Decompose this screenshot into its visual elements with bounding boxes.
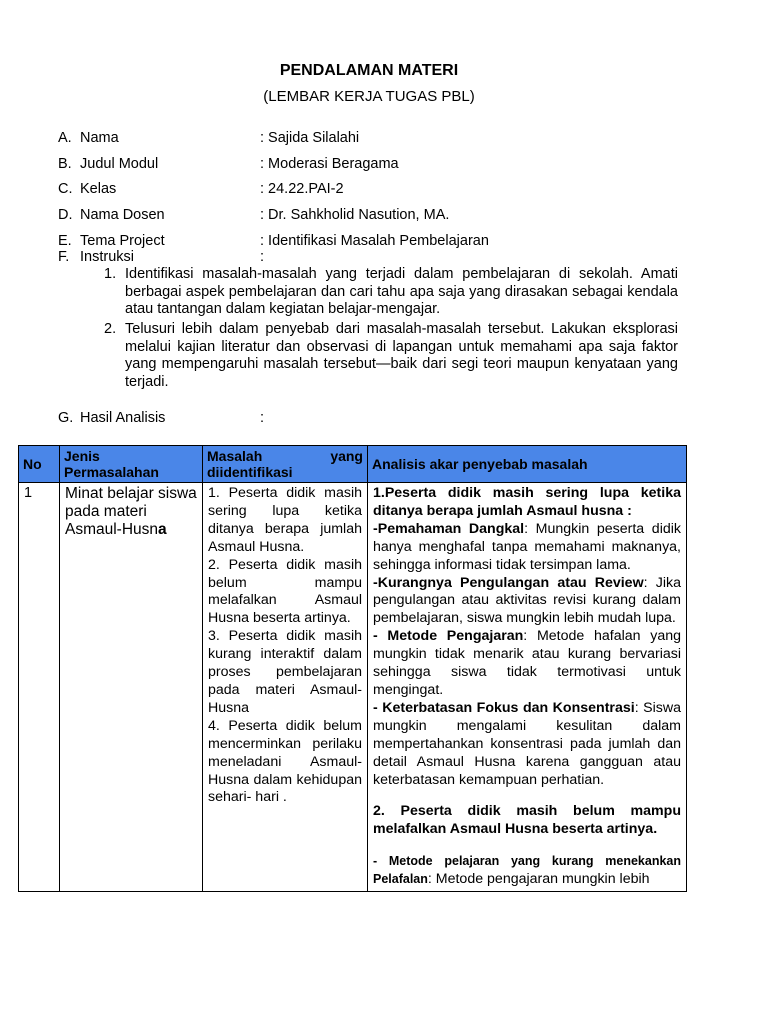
header-masalah [203,446,368,483]
info-value: : Moderasi Beragama [260,156,399,172]
header-masalah-word: diidentifikasi [207,464,293,480]
info-label: Hasil Analisis [80,410,166,426]
info-value: : [260,249,265,265]
info-letter: G. [58,410,74,426]
info-label: Kelas [80,181,117,197]
cell-no: 1 [19,483,60,892]
instruction-text: Identifikasi masalah-masalah yang terjadi dalam pembelajaran di sekolah. Amati berbagai aspek pembelajaran dan cari tahu apa saja yang dirasakan sebagai kendala atau tantangan dalam kegiatan belajar-mengajar. [125,266,678,318]
analisis-item-text: : Metode hafalan yang mungkin tidak menarik atau kurang bervariasi sehingga siswa tidak termotivasi untuk mengingat. [373,628,681,698]
cell-jenis [60,483,203,892]
analisis-item-text: : Siswa mungkin mengalami kesulitan dalam mempertahankan konsentrasi pada jumlah dan detail Asmaul Husna karena gangguan atau keterbatasan kemampuan perhatian. [373,699,681,788]
info-row-kelas [58,180,698,198]
info-letter: C. [58,181,73,197]
analisis-item [373,521,681,575]
masalah-item: 2. Peserta didik masih belum mampu melafalkan Asmaul Husna beserta artinya. [208,556,362,627]
jenis-text-bold: a [158,520,167,538]
page-subtitle: (LEMBAR KERJA TUGAS PBL) [263,88,475,105]
jenis-text: Minat belajar siswa pada materi Asmaul-Husn [65,485,197,538]
analisis-item-text: : Jika pengulangan atau aktivitas revisi kurang dalam pembelajaran, siswa mungkin lebih mudah lupa. [373,574,681,627]
analisis-item-text: : Metode pengajaran mungkin lebih [427,871,650,888]
header-masalah-word: Masalah [207,448,263,464]
analisis-item-text: : Mungkin peserta didik hanya menghafal tanpa memahami maknanya, sehingga informasi tidak tersimpan lama. [373,520,681,573]
analisis-item [373,853,681,889]
instruction-number: 1. [104,266,117,282]
header-masalah-word: yang [330,448,363,464]
info-row-judul-modul [58,155,698,173]
table-row [19,483,687,892]
analisis-item-label: - Metode pelajaran yang kurang menekankan Pelafalan [373,854,681,887]
info-value: : Dr. Sahkholid Nasution, MA. [260,207,450,223]
masalah-item: 1. Peserta didik masih sering lupa ketika ditanya berapa jumlah Asmaul Husna. [208,485,362,555]
cell-analisis [368,483,687,892]
analisis-item-label: -Pemahaman Dangkal [373,520,525,537]
info-value: : [260,410,265,426]
analysis-table [18,445,687,892]
masalah-item: 4. Peserta didik belum mencerminkan perilaku meneladani Asmaul- Husna dalam kehidupan sehari- hari . [208,717,362,806]
instruction-text: Telusuri lebih dalam penyebab dari masalah-masalah tersebut. Lakukan eksplorasi melalui kajian literatur dan observasi di lapangan untuk memahami apa saja faktor yang mempengaruhi masalah tersebut—baik dari segi teori maupun kenyataan yang terjadi. [125,321,678,390]
page-title: PENDALAMAN MATERI [279,62,459,79]
info-label: Instruksi [80,249,134,265]
info-row-instruksi [58,248,698,266]
info-value: : 24.22.PAI-2 [260,181,344,197]
info-letter: B. [58,156,72,172]
info-row-nama-dosen [58,206,698,224]
instruction-item [104,321,678,391]
analisis-item-label: - Keterbatasan Fokus dan Konsentrasi [373,699,635,716]
info-letter: A. [58,130,72,146]
info-letter: F. [58,249,70,265]
info-letter: E. [58,233,72,249]
spacer [373,789,681,803]
info-label: Tema Project [80,233,165,249]
info-label: Nama [80,130,119,146]
info-row-nama [58,129,698,147]
info-letter: D. [58,207,73,223]
instruction-number: 2. [104,321,117,337]
info-value: : Identifikasi Masalah Pembelajaran [260,233,489,249]
analisis-item [373,700,681,790]
table-header-row [19,446,687,483]
header-no: No [19,446,60,483]
analisis-heading-2: 2. Peserta didik masih belum mampu melafalkan Asmaul Husna beserta artinya. [373,803,681,838]
analisis-item [373,575,681,629]
analisis-item-label: - Metode Pengajaran [373,628,524,645]
header-analisis: Analisis akar penyebab masalah [368,446,687,483]
info-row-hasil-analisis [58,409,698,427]
instruction-item [104,266,678,319]
info-value: : Sajida Silalahi [260,130,360,146]
info-label: Judul Modul [80,156,159,172]
info-label: Nama Dosen [80,207,165,223]
spacer [373,839,681,853]
masalah-item: 3. Peserta didik masih kurang interaktif dalam proses pembelajaran pada materi Asmaul- Husna [208,628,362,716]
cell-masalah [203,483,368,892]
analisis-item-label: -Kurangnya Pengulangan atau Review [373,574,644,591]
analisis-heading-1: 1.Peserta didik masih sering lupa ketika ditanya berapa jumlah Asmaul husna : [373,485,681,519]
header-jenis: Jenis Permasalahan [60,446,203,483]
analisis-item [373,628,681,700]
